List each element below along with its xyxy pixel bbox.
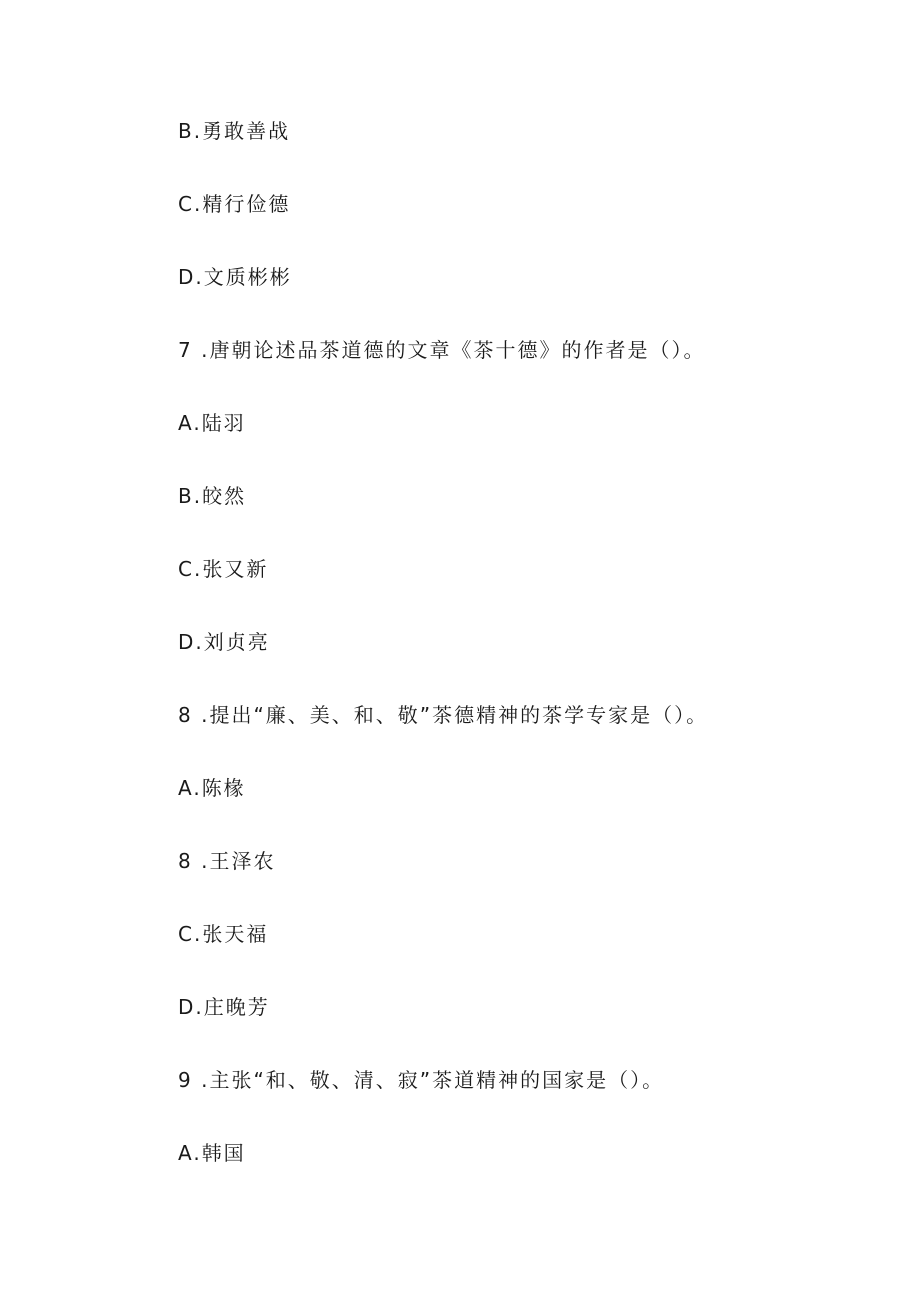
option-c-q8: C.张天福 [178,922,269,946]
option-a-q9: A.韩国 [178,1141,246,1165]
option-b-q6: B.勇敢善战 [178,119,291,143]
question-9: 9 .主张“和、敬、清、寂”茶道精神的国家是（）。 [178,1068,665,1092]
option-b-q7: B.皎然 [178,484,247,508]
option-a-q7: A.陆羽 [178,411,246,435]
option-d-q6: D.文质彬彬 [178,265,292,289]
question-7: 7 .唐朝论述品茶道德的文章《茶十德》的作者是（）。 [178,338,706,362]
option-a-q8: A.陈椽 [178,776,246,800]
option-d-q7: D.刘贞亮 [178,630,270,654]
option-d-q8: D.庄晚芳 [178,995,270,1019]
question-8: 8 .提出“廉、美、和、敬”茶德精神的茶学专家是（）。 [178,703,709,727]
option-b-q8: 8 .王泽农 [178,849,276,873]
option-c-q7: C.张又新 [178,557,269,581]
option-c-q6: C.精行俭德 [178,192,291,216]
